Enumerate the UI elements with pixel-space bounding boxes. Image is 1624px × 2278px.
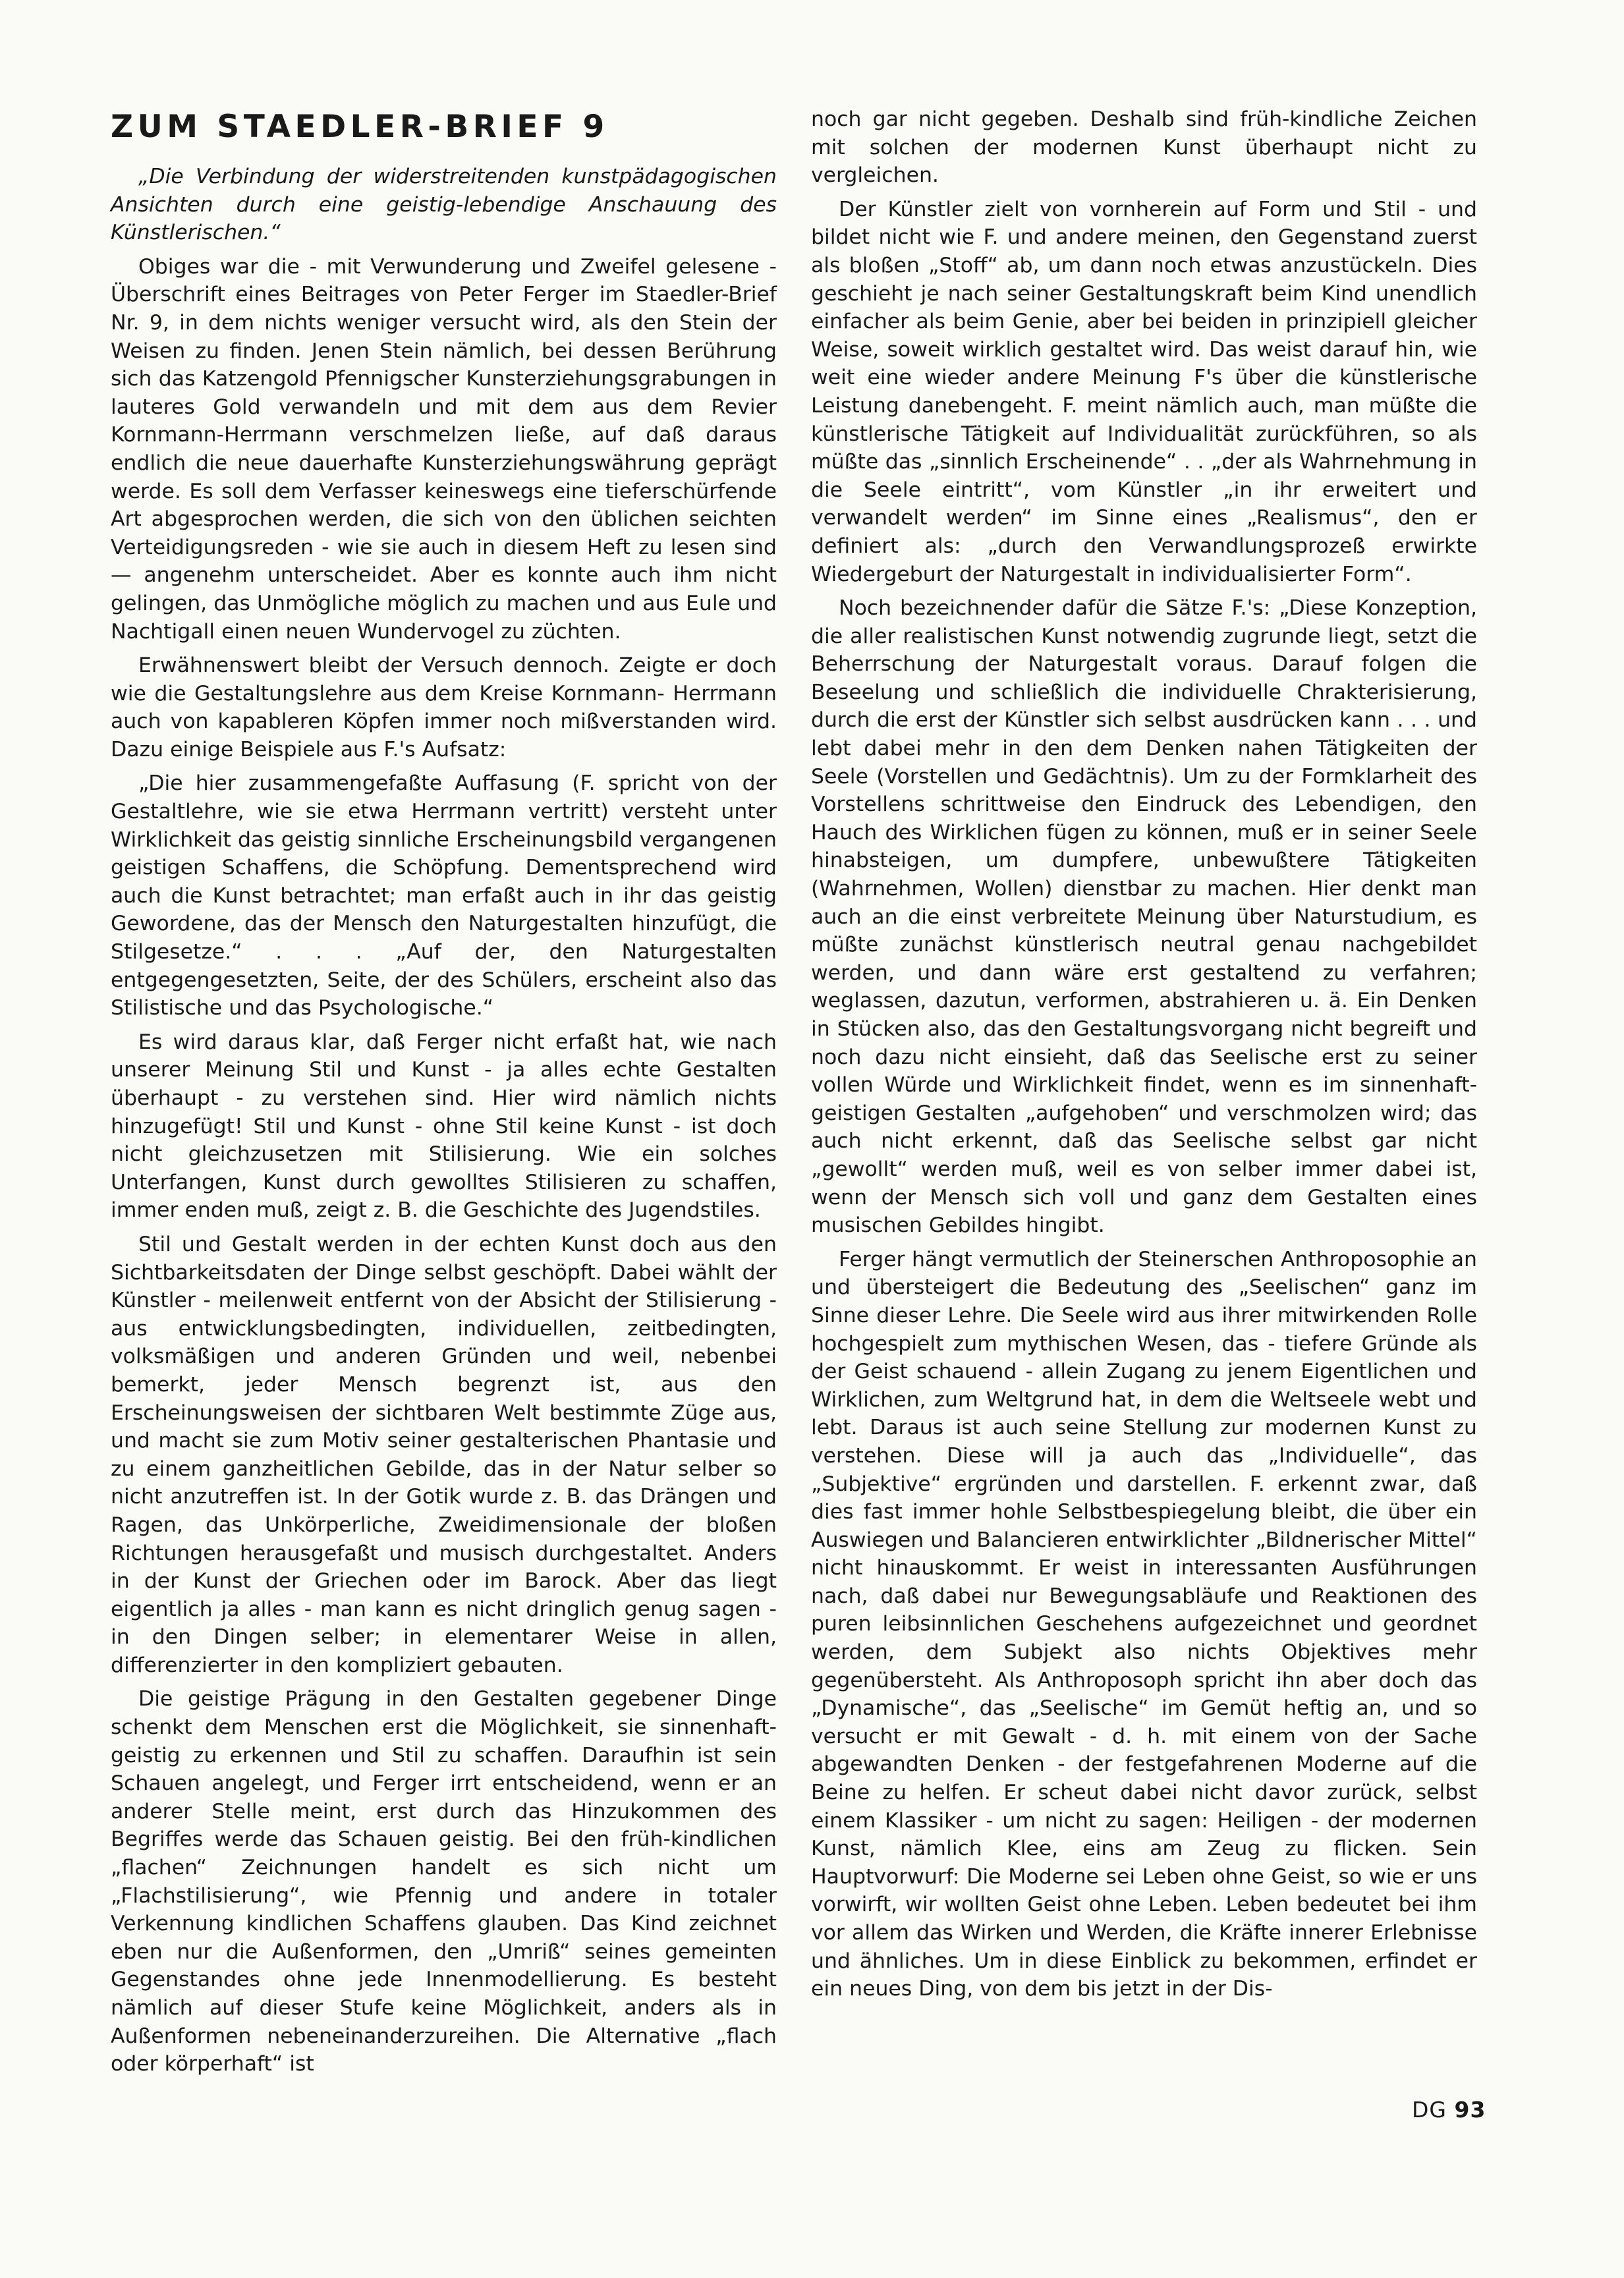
paragraph: „Die hier zusammengefaßte Auffasung (F. spricht von der Gestaltlehre, wie sie etwa Herrmann vertritt) versteht unter Wirklichkeit das geistig sinnliche Erscheinungsbild vergangenen geistigen Schaffens, die Schöpfung. Dementsprechend wird auch die Kunst betrachtet; man erfaßt auch in ihr das geistig Gewordene, das der Mensch den Naturgestalten hinzufügt, die Stilgesetze.“ . . . „Auf der, den Naturgestalten entgegengesetzten, Seite, der des Schülers, erscheint also das Stilistische und das Psychologische.“ [111, 771, 777, 1020]
right-column [811, 105, 1477, 2003]
paragraph: Noch bezeichnender dafür die Sätze F.'s: „Diese Konzeption, die aller realistischen Kunst notwendig zugrunde liegt, setzt die Beherrschung der Naturgestalt voraus. Darauf folgen die Beseelung und schließlich die individuelle Chrakterisierung, durch die erst der Künstler sich selbst ausdrücken kann . . . und lebt dabei mehr in den dem Denken nahen Tätigkeiten der Seele (Vorstellen und Gedächtnis). Um zu der Formklarheit des Vorstellens schrittweise den Eindruck des Lebendigen, den Hauch des Wirklichen fügen zu können, muß er in seiner Seele hinabsteigen, um dumpfere, unbewußtere Tätigkeiten (Wahrnehmen, Wollen) dienstbar zu machen. Hier denkt man auch an die einst verbreitete Meinung über Naturstudium, es müßte zunächst künstlerisch neutral genau nachgebildet werden, und dann wäre erst gestaltend zu verfahren; weglassen, dazutun, verformen, abstrahieren u. ä. Ein Denken in Stücken also, das den Gestaltungsvorgang nicht begreift und noch dazu nicht einsieht, daß das Seelische erst zu seiner vollen Würde und Wirklichkeit findet, wenn es im sinnenhaft-geistigen Gestalten „aufgehoben“ und verschmolzen wird; das auch nicht erkennt, daß das Seelische selbst gar nicht „gewollt“ werden muß, weil es von selber immer dabei ist, wenn der Mensch sich voll und ganz dem Gestalten eines musischen Gebildes hingibt. [811, 596, 1477, 1238]
page-number: 93 [1454, 2097, 1486, 2123]
left-column [111, 109, 777, 2078]
intro-quote: „Die Verbindung der widerstreitenden kunstpädagogischen Ansichten durch eine geistig-lebendige Anschauung des Künstlerischen.“ [111, 165, 777, 245]
page-footer [1412, 2097, 1486, 2123]
scan-mark [695, 7, 774, 16]
article-title: ZUM STAEDLER-BRIEF 9 [111, 109, 609, 145]
journal-abbrev: DG [1412, 2097, 1447, 2123]
paragraph-continued: noch gar nicht gegeben. Deshalb sind früh-kindliche Zeichen mit solchen der modernen Kunst überhaupt nicht zu vergleichen. [811, 107, 1477, 188]
paragraph: Die geistige Prägung in den Gestalten gegebener Dinge schenkt dem Menschen erst die Möglichkeit, sie sinnenhaft-geistig zu erkennen und Stil zu schaffen. Daraufhin ist sein Schauen angelegt, und Ferger irrt entscheidend, wenn er an anderer Stelle meint, erst durch das Hinzukommen des Begriffes werde das Schauen geistig. Bei den früh-kindlichen „flachen“ Zeichnungen handelt es sich nicht um „Flachstilisierung“, wie Pfennig und andere in totaler Verkennung kindlichen Schaffens glauben. Das Kind zeichnet eben nur die Außenformen, den „Umriß“ seines gemeinten Gegenstandes ohne jede Innenmodellierung. Es besteht nämlich auf dieser Stufe keine Möglichkeit, anders als in Außenformen nebeneinanderzureihen. Die Alternative „flach oder körperhaft“ ist [111, 1687, 777, 2076]
paragraph: Ferger hängt vermutlich der Steinerschen Anthroposophie an und übersteigert die Bedeutung des „Seelischen“ ganz im Sinne dieser Lehre. Die Seele wird aus ihrer mitwirkenden Rolle hochgespielt zum mythischen Wesen, das - tiefere Gründe als der Geist schauend - allein Zugang zu jenem Eigentlichen und Wirklichen, zum Weltgrund hat, in dem die Weltseele webt und lebt. Daraus ist auch seine Stellung zur modernen Kunst zu verstehen. Diese will ja auch das „Individuelle“, das „Subjektive“ ergründen und darstellen. F. erkennt zwar, daß dies fast immer hohle Selbstbespiegelung bleibt, die über ein Auswiegen und Balancieren entwirklichter „Bildnerischer Mittel“ nicht hinauskommt. Er weist in interessanten Ausführungen nach, daß dabei nur Bewegungsabläufe und Reaktionen des puren leibsinnlichen Geschehens aufgezeichnet und geordnet werden, dem Subjekt also nichts Objektives mehr gegenübersteht. Als Anthroposoph spricht ihn aber doch das „Dynamische“, das „Seelische“ im Gemüt heftig an, und so versucht er mit Gewalt - d. h. mit einem von der Sache abgewandten Denken - der festgefahrenen Moderne auf die Beine zu helfen. Er scheut dabei nicht davor zurück, selbst einem Klassiker - um nicht zu sagen: Heiligen - der modernen Kunst, nämlich Klee, eins am Zeug zu flicken. Sein Hauptvorwurf: Die Moderne sei Leben ohne Geist, so wie er uns vorwirft, wir wollten Geist ohne Leben. Leben bedeutet bei ihm vor allem das Wirken und Werden, die Kräfte innerer Erlebnisse und ähnliches. Um in diese Einblick zu bekommen, erfindet er ein neues Ding, von dem bis jetzt in der Dis- [811, 1247, 1477, 2001]
paragraph: Erwähnenswert bleibt der Versuch dennoch. Zeigte er doch wie die Gestaltungslehre aus dem Kreise Kornmann- Herrmann auch von kapableren Köpfen immer noch mißverstanden wird. Dazu einige Beispiele aus F.'s Aufsatz: [111, 653, 777, 762]
paragraph: Es wird daraus klar, daß Ferger nicht erfaßt hat, wie nach unserer Meinung Stil und Kunst - ja alles echte Gestalten überhaupt - zu verstehen sind. Hier wird nämlich nichts hinzugefügt! Stil und Kunst - ohne Stil keine Kunst - ist doch nicht gleichzusetzen mit Stilisierung. Wie ein solches Unterfangen, Kunst durch gewolltes Stilisieren zu schaffen, immer enden muß, zeigt z. B. die Geschichte des Jugendstiles. [111, 1030, 777, 1223]
paragraph: Stil und Gestalt werden in der echten Kunst doch aus den Sichtbarkeitsdaten der Dinge selbst geschöpft. Dabei wählt der Künstler - meilenweit entfernt von der Absicht der Stilisierung - aus entwicklungsbedingten, individuellen, zeitbedingten, volksmäßigen und anderen Gründen und weil, nebenbei bemerkt, jeder Mensch begrenzt ist, aus den Erscheinungsweisen der sichtbaren Welt bestimmte Züge aus, und macht sie zum Motiv seiner gestalterischen Phantasie und zu einem ganzheitlichen Gebilde, das in der Natur selber so nicht anzutreffen ist. In der Gotik wurde z. B. das Drängen und Ragen, das Unkörperliche, Zweidimensionale der bloßen Richtungen herausgefaßt und musisch durchgestaltet. Anders in der Kunst der Griechen oder im Barock. Aber das liegt eigentlich ja alles - man kann es nicht dringlich genug sagen - in den Dingen selber; in elementarer Weise in allen, differenzierter in den kompliziert gebauten. [111, 1232, 777, 1677]
paragraph: Obiges war die - mit Verwunderung und Zweifel gelesene - Überschrift eines Beitrages von Peter Ferger im Staedler-Brief Nr. 9, in dem nichts weniger versucht wird, als den Stein der Weisen zu finden. Jenen Stein nämlich, bei dessen Berührung sich das Katzengold Pfennigscher Kunsterziehungsgrabungen in lauteres Gold verwandeln und mit dem aus dem Revier Kornmann-Herrmann verschmelzen ließe, auf daß daraus endlich die neue dauerhafte Kunsterziehungswährung geprägt werde. Es soll dem Verfasser keineswegs eine tieferschürfende Art abgesprochen werden, die sich von den üblichen seichten Verteidigungsreden - wie sie auch in diesem Heft zu lesen sind — angenehm unterscheidet. Aber es konnte auch ihm nicht gelingen, das Unmögliche möglich zu machen und aus Eule und Nachtigall einen neuen Wundervogel zu züchten. [111, 254, 777, 644]
paragraph: Der Künstler zielt von vornherein auf Form und Stil - und bildet nicht wie F. und andere meinen, den Gegenstand zuerst als bloßen „Stoff“ ab, um dann noch etwas anzustückeln. Dies geschieht je nach seiner Gestaltungskraft beim Kind unendlich einfacher als beim Genie, aber bei beiden in prinzipiell gleicher Weise, soweit wirklich gestaltet wird. Das weist darauf hin, wie weit eine wieder andere Meinung F's über die künstlerische Leistung danebengeht. F. meint nämlich auch, man müßte die künstlerische Tätigkeit auf Individualität zurückführen, so als müßte das „sinnlich Erscheinende“ . . „der als Wahrnehmung in die Seele eintritt“, vom Künstler „in ihr erweitert und verwandelt werden“ im Sinne eines „Realismus“, den er definiert als: „durch den Verwandlungsprozeß erwirkte Wiedergeburt der Naturgestalt in individualisierter Form“. [811, 197, 1477, 586]
